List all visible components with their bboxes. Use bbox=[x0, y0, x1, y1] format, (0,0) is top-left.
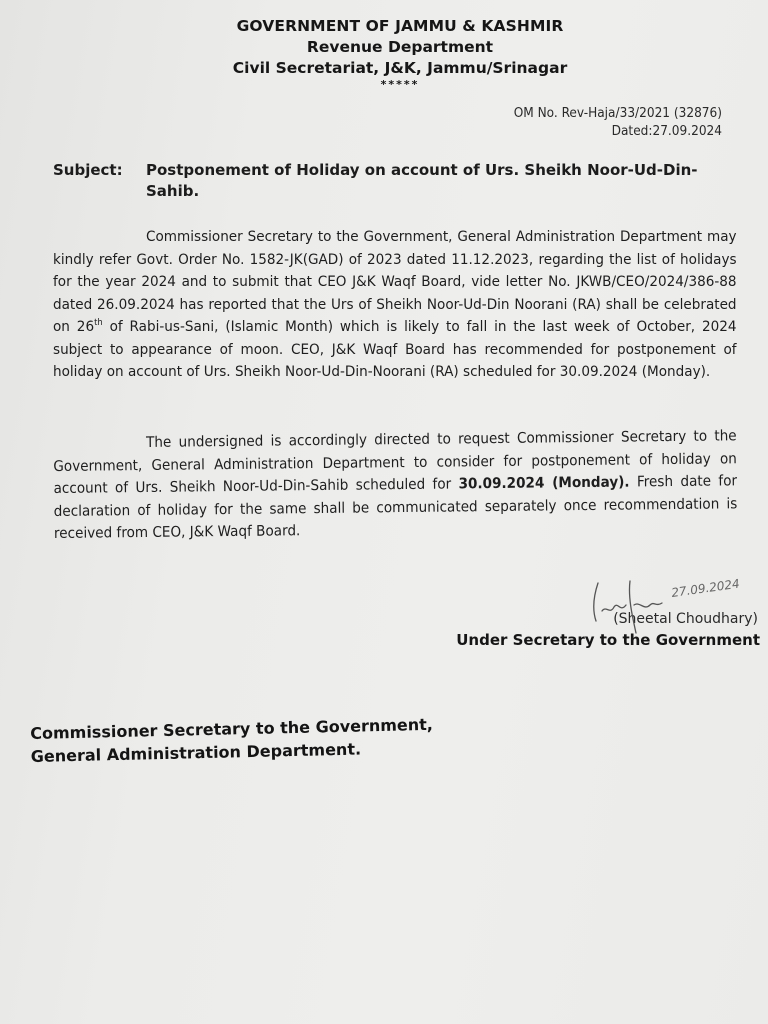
paragraph-1-text-b: of Rabi-us-Sani, (Islamic Month) which is likely to fall in the last week of October, 2024 subject to appearance of moon. CEO, J&K Waqf Board has recommended for postponement of holiday on account of Urs. Sheikh Noor-Ud-Din-Noorani (RA) scheduled for 30.09.2024 (Monday). bbox=[53, 318, 737, 380]
reference-block bbox=[514, 104, 722, 140]
paragraph-2-text-b: Fresh date for declaration of holiday for the same shall be communicated separately once recommendation is received from CEO, J&K Waqf Board. bbox=[53, 472, 738, 542]
handwritten-date: 27.09.2024 bbox=[670, 576, 741, 600]
paragraph-indent bbox=[53, 447, 146, 448]
signatory-designation: Under Secretary to the Government bbox=[456, 631, 760, 649]
om-number: OM No. Rev-Haja/33/2021 (32876) bbox=[513, 105, 722, 121]
separator-stars: ***** bbox=[380, 78, 420, 91]
office-address: Civil Secretariat, J&K, Jammu/Srinagar bbox=[232, 59, 568, 77]
recipient-line-1: Commissioner Secretary to the Government, bbox=[30, 714, 434, 743]
document-date: Dated:27.09.2024 bbox=[611, 123, 722, 139]
subject-label: Subject: bbox=[53, 161, 123, 179]
paragraph-2-text-a: The undersigned is accordingly directed to request Commissioner Secretary to the Government, General Administration Department to consider for postponement of holiday on account of Urs. Sheikh Noor-Ud-Din-Sahib scheduled for bbox=[53, 427, 737, 497]
paragraph-1-text-a: Commissioner Secretary to the Government, General Administration Department may kindly refer Govt. Order No. 1582-JK(GAD) of 2023 dated 11.12.2023, regarding the list of holidays for the year 2024 and to submit that CEO J&K Waqf Board, vide letter No. JKWB/CEO/2024/386-88 dated 26.09.2024 has reported that the Urs of Sheikh Noor-Ud-Din Noorani (RA) shall be celebrated on 26 bbox=[53, 228, 737, 335]
body-paragraph-1 bbox=[53, 226, 737, 384]
recipient-line-2: General Administration Department. bbox=[30, 739, 362, 766]
department-name: Revenue Department bbox=[306, 38, 494, 56]
letterhead bbox=[200, 16, 600, 91]
body-paragraph-2 bbox=[53, 425, 738, 545]
subject-line bbox=[53, 160, 743, 202]
ordinal-superscript: th bbox=[94, 318, 103, 329]
signature-block bbox=[456, 576, 760, 651]
government-name: GOVERNMENT OF JAMMU & KASHMIR bbox=[236, 17, 564, 35]
holiday-date-bold: 30.09.2024 (Monday). bbox=[458, 473, 630, 493]
handwritten-signature-icon bbox=[580, 575, 741, 635]
subject-text: Postponement of Holiday on account of Urs. Sheikh Noor-Ud-Din-Sahib. bbox=[146, 161, 698, 200]
recipient-block bbox=[30, 713, 434, 768]
signatory-name: (Sheetal Choudhary) bbox=[613, 611, 758, 627]
